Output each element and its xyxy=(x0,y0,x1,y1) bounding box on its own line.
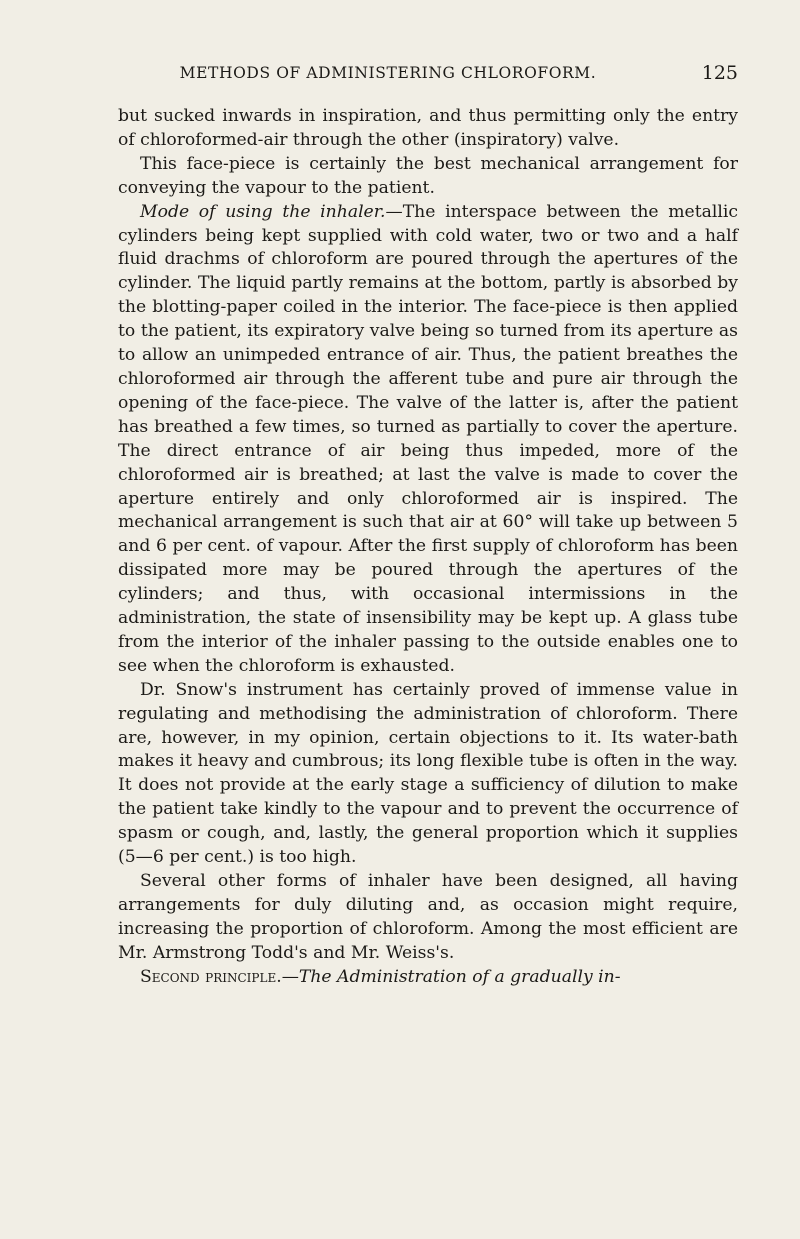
paragraph-text: —The interspace between the metallic cylinders being kept supplied with cold water, two or two and a half fluid drachms of chloroform are poured through the apertures of the cylinder. The liquid partly remains at the bottom, partly is absorbed by the blotting-paper coiled in the interior. The face-piece is then applied to the patient, its expiratory valve being so turned from its aperture as to allow an unimpeded entrance of air. Thus, the patient breathes the chloroformed air through the afferent tube and pure air through the opening of the face-piece. The valve of the latter is, after the patient has breathed a few times, so turned as partially to cover the aperture. The direct entrance of air being thus impeded, more of the chloroformed air is breathed; at last the valve is made to cover the aperture entirely and only chloroformed air is inspired. The mechanical arrangement is such that air at 60° will take up between 5 and 6 per cent. of vapour. After the first supply of chloroform has been dissipated more may be poured through the apertures of the cylinders; and thus, with occasional intermissions in the administration, the state of insensibility may be kept up. A glass tube from the interior of the inhaler passing to the outside enables one to see when the chloroform is exhausted. xyxy=(118,201,738,676)
dash-separator: — xyxy=(281,966,299,987)
paragraph xyxy=(118,153,738,201)
running-head xyxy=(118,62,738,86)
paragraph-continuation xyxy=(118,105,738,153)
paragraph xyxy=(118,679,738,870)
paragraph-second-principle xyxy=(118,966,738,990)
italic-heading-text: The Administration of a gradually in- xyxy=(298,966,621,987)
page-number: 125 xyxy=(701,62,738,84)
italic-lead-in: Mode of using the inhaler. xyxy=(140,201,386,222)
smallcaps-lead-in: Second principle. xyxy=(140,966,282,987)
paragraph-text: Dr. Snow's instrument has certainly proved of immense value in regulating and methodising the administration of chloroform. There are, however, in my opinion, certain objections to it. Its water-bath makes it heavy and cumbrous; its long flexible tube is often in the way. It does not provide at the early stage a sufficiency of dilution to make the patient take kindly to the vapour and to prevent the occurrence of spasm or cough, and, lastly, the general proportion which it supplies (5—6 per cent.) is too high. xyxy=(118,679,738,868)
body-text xyxy=(118,105,738,990)
running-title: METHODS OF ADMINISTERING CHLOROFORM. xyxy=(179,64,597,82)
paragraph-text: but sucked inwards in inspiration, and thus permitting only the entry of chloroformed-air through the other (inspiratory) valve. xyxy=(118,106,738,150)
paragraph-mode-of-using xyxy=(118,201,738,679)
paragraph xyxy=(118,870,738,966)
paragraph-text: Several other forms of inhaler have been designed, all having arrangements for duly diluting and, as occasion might require, increasing the proportion of chloroform. Among the most efficient are Mr. Armstrong Todd's and Mr. Weiss's. xyxy=(118,871,738,963)
paragraph-text: This face-piece is certainly the best mechanical arrangement for conveying the vapour to the patient. xyxy=(118,153,738,198)
